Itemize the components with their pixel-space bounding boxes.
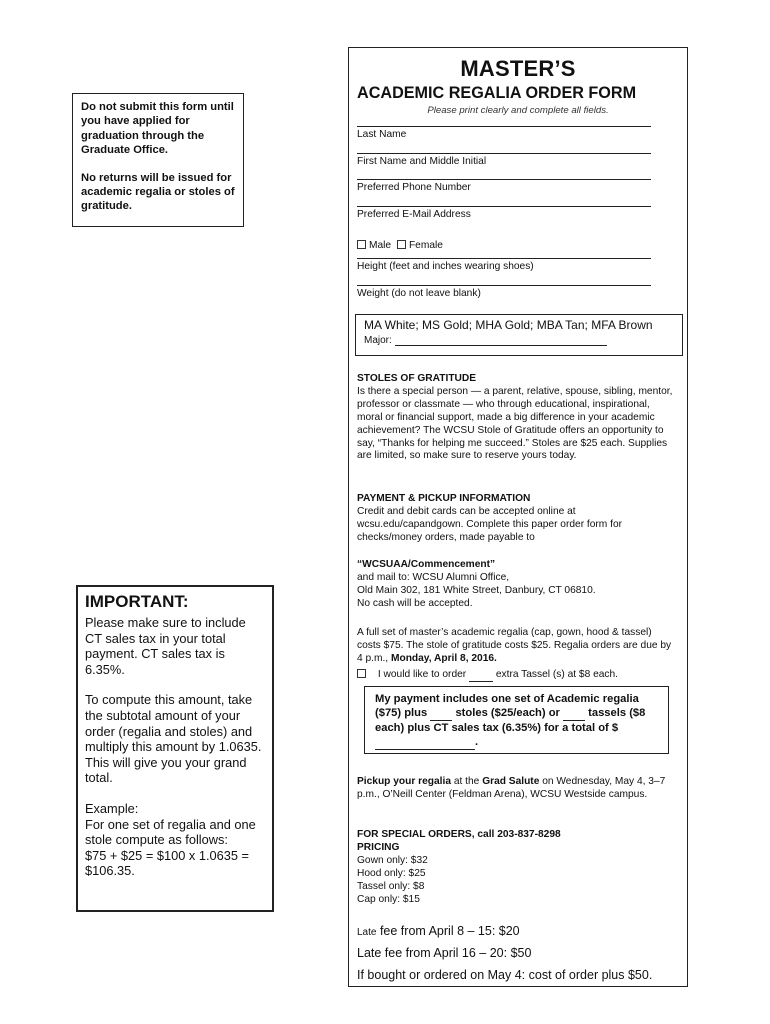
tassel-qty-input[interactable]	[469, 681, 493, 682]
gender-options	[357, 240, 443, 251]
tassel-prefix: I would like to order	[377, 669, 467, 680]
form-title: MASTER’S	[460, 56, 576, 81]
notice-submit-text: Do not submit this form until you have applied for graduation through the Graduate Office.	[81, 101, 234, 157]
pricing-section	[357, 829, 673, 906]
important-compute-text: To compute this amount, take the subtotal amount of your order (regalia and stoles) and multiply this amount by 1.0635. This will give you your grand total.	[85, 692, 262, 786]
first-name-field[interactable]	[357, 153, 651, 167]
regalia-colors-box	[355, 314, 683, 356]
price-gown: Gown only: $32	[357, 854, 428, 866]
last-name-label: Last Name	[357, 129, 407, 140]
payment-heading: PAYMENT & PICKUP INFORMATION	[357, 493, 531, 504]
height-field[interactable]	[357, 258, 651, 272]
price-tassel: Tassel only: $8	[357, 880, 425, 892]
pickup-text-1: at the	[453, 776, 480, 787]
payment-summary-part4: .	[475, 736, 479, 749]
tassel-suffix: extra Tassel (s) at $8 each.	[495, 669, 618, 680]
weight-label: Weight (do not leave blank)	[357, 288, 481, 299]
major-label: Major:	[364, 335, 392, 346]
pickup-text-2: on Wednesday, May 4, 3–7 p.m., O’Neill Center (Feldman Arena), WCSU Westside campus.	[357, 776, 666, 800]
important-box	[76, 585, 274, 912]
email-label: Preferred E-Mail Address	[357, 209, 471, 220]
mail-section	[357, 559, 673, 611]
last-name-field[interactable]	[357, 126, 651, 140]
male-checkbox[interactable]	[357, 240, 366, 249]
payment-summary-box	[364, 686, 669, 754]
mail-line-2: Old Main 302, 181 White Street, Danbury, CT 06810.	[357, 584, 596, 596]
tassel-order-row	[357, 669, 673, 682]
important-example-text: For one set of regalia and one stole compute as follows:	[85, 816, 256, 848]
payment-summary-part1: My payment includes one set of Academic regalia ($75) plus	[375, 693, 639, 720]
form-subtitle: ACADEMIC REGALIA ORDER FORM	[357, 84, 637, 102]
notice-box	[72, 93, 244, 227]
form-instructions: Please print clearly and complete all fields.	[427, 105, 609, 116]
female-label: Female	[408, 240, 443, 251]
phone-label: Preferred Phone Number	[357, 182, 471, 193]
payment-summary-part3: tassels ($8 each) plus CT sales tax (6.35%) for a total of $	[375, 707, 646, 734]
first-name-label: First Name and Middle Initial	[357, 156, 487, 167]
mail-line-1: and mail to: WCSU Alumni Office,	[357, 571, 510, 583]
height-label: Height (feet and inches wearing shoes)	[357, 261, 534, 272]
late-fee-1	[357, 924, 520, 938]
notice-returns-text: No returns will be issued for academic regalia or stoles of gratitude.	[81, 171, 235, 213]
tassel-checkbox[interactable]	[357, 669, 366, 678]
special-orders-text: FOR SPECIAL ORDERS, call 203-837-8298	[357, 829, 561, 840]
stoles-section	[357, 373, 673, 463]
female-checkbox[interactable]	[397, 240, 406, 249]
price-hood: Hood only: $25	[357, 867, 426, 879]
price-cap: Cap only: $15	[357, 893, 420, 905]
regalia-colors-text: MA White; MS Gold; MHA Gold; MBA Tan; MFA Brown	[364, 318, 653, 332]
order-form	[348, 47, 688, 987]
payment-summary-part2: stoles ($25/each) or	[455, 707, 560, 720]
major-input[interactable]	[395, 345, 607, 346]
male-label: Male	[369, 240, 392, 251]
payee-name: “WCSUAA/Commencement”	[357, 559, 496, 570]
pricing-heading: PRICING	[357, 841, 400, 853]
late-fee-2: Late fee from April 16 – 20: $50	[357, 946, 532, 960]
important-example-label: Example:	[85, 800, 139, 816]
stoles-body: Is there a special person — a parent, relative, spouse, sibling, mentor, professor or classmate — who through educational, inspirational, moral or financial support, made a big difference in your academic achievement? The WCSU Stole of Gratitude offers an opportunity to say, “Thanks for helping me succeed.” Stoles are $25 each. Supplies are limited, so make sure to reserve yours today.	[357, 385, 673, 462]
payment-section	[357, 493, 673, 545]
late-fee-1-text: fee from April 8 – 15: $20	[379, 924, 520, 938]
phone-field[interactable]	[357, 179, 651, 193]
email-field[interactable]	[357, 206, 651, 220]
payment-body: Credit and debit cards can be accepted online at wcsu.edu/capandgown. Complete this paper order form for checks/money orders, made payable to	[357, 505, 623, 543]
set-info-section	[357, 627, 673, 666]
total-input[interactable]	[375, 749, 475, 750]
set-info-text: A full set of master’s academic regalia (cap, gown, hood & tassel) costs $75. The stole of gratitude costs $25. Regalia orders are due by 4 p.m.,	[357, 627, 672, 664]
mail-line-3: No cash will be accepted.	[357, 597, 473, 609]
set-due-date: Monday, April 8, 2016.	[390, 652, 497, 664]
important-tax-text: Please make sure to include CT sales tax in your total payment. CT sales tax is 6.35%.	[85, 615, 246, 677]
pickup-section	[357, 776, 673, 802]
late-fee-3: If bought or ordered on May 4: cost of order plus $50.	[357, 968, 653, 982]
pickup-bold-2: Grad Salute	[482, 776, 540, 787]
stoles-heading: STOLES OF GRATITUDE	[357, 373, 477, 384]
pickup-bold-1: Pickup your regalia	[357, 776, 451, 787]
important-heading: IMPORTANT:	[85, 592, 189, 611]
tassels-qty-input[interactable]	[563, 720, 585, 721]
stoles-qty-input[interactable]	[430, 720, 452, 721]
late-fee-1-prefix: Late	[357, 927, 377, 938]
important-example-calc: $75 + $25 = $100 x 1.0635 = $106.35.	[85, 847, 250, 879]
weight-field[interactable]	[357, 285, 651, 299]
